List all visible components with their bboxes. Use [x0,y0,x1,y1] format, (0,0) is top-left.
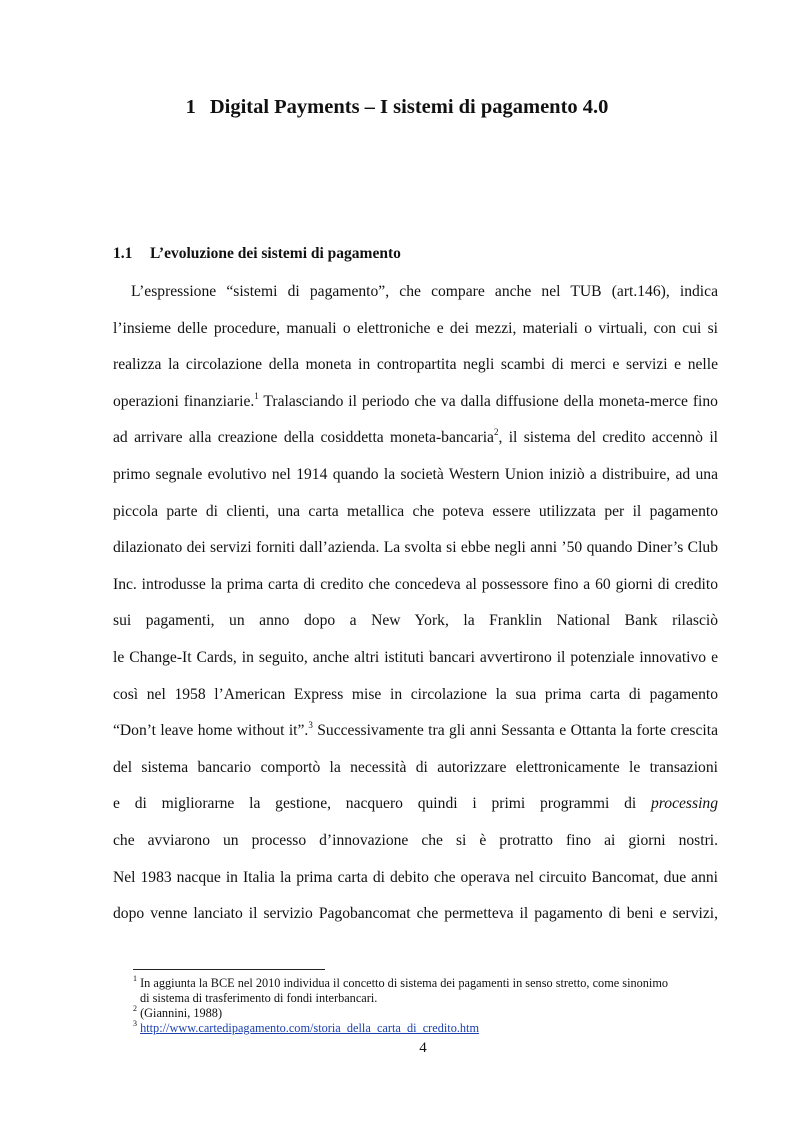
body-line: L’espressione “sistemi di pagamento”, che compare anche nel TUB (art.146), indica [131,283,718,300]
footnote-2: $^2$ (Giannini, 1988) [133,1003,223,1020]
body-line: del sistema bancario comportò la necessità di autorizzare elettronicamente le transazioni [113,758,718,776]
chapter-number: 1 [185,96,196,118]
body-line: sui pagamenti, un anno dopo a New York, la Franklin National Bank rilasciò [113,612,718,630]
footnote-ref-1[interactable]: 1 [254,390,259,401]
footnotes [133,973,723,1036]
body-line: dopo venne lanciato il servizio Pagobancomat che permetteva il pagamento di beni e servizi, [113,905,718,923]
body-line: “Don’t leave home without it”.$^3$ Successivamente tra gli anni Sessanta e Ottanta la forte crescita [113,719,718,740]
footnote-ref-2[interactable]: 2 [493,427,499,438]
footnote-divider [133,969,325,970]
section-number: 1.1 [113,245,133,262]
body-paragraph [113,280,718,939]
body-line: Nel 1983 nacque in Italia la prima carta di debito che operava nel circuito Bancomat, due anni [113,868,718,886]
body-line: Inc. introdusse la prima carta di credito che concedeva al possessore fino a 60 giorni di credito [113,575,718,593]
body-line: le Change-It Cards, in seguito, anche altri istituti bancari avvertirono il potenziale innovativo e [113,648,718,666]
body-line: primo segnale evolutivo nel 1914 quando la società Western Union iniziò a distribuire, ad una [113,465,718,483]
body-line: piccola parte di clienti, una carta metallica che poteva essere utilizzata per il pagamento [113,502,718,520]
chapter-title [0,96,794,119]
page-number: 4 [419,1040,427,1056]
body-line: operazioni finanziarie.$^1$ Tralasciando il periodo che va dalla diffusione della moneta-merce fino [113,390,718,410]
body-line: così nel 1958 l’American Express mise in circolazione la sua prima carta di pagamento [113,685,718,703]
body-line: che avviarono un processo d’innovazione che si è protratto fino ai giorni nostri. [113,831,718,849]
body-line: realizza la circolazione della moneta in contropartita negli scambi di merci e servizi e nelle [113,356,718,374]
italic-term: processing [651,795,718,813]
section-title [113,245,401,263]
footnote-ref-3[interactable]: 3 [308,719,313,730]
body-line: l’insieme delle procedure, manuali o elettroniche e dei mezzi, materiali o virtuali, con cui si [113,319,718,337]
body-line: dilazionato dei servizi forniti dall’azienda. La svolta si ebbe negli anni ’50 quando Diner’s Club [113,539,718,557]
footnote-3-link[interactable]: http://www.cartedipagamento.com/storia_della_carta_di_credito.htm [140,1021,480,1035]
body-line: e di migliorarne la gestione, nacquero quindi i primi programmi di processing [113,795,718,813]
body-line: ad arrivare alla creazione della cosiddetta moneta-bancaria$^2$, il sistema del credito accennò il [113,427,718,447]
footnote-1-continuation: di sistema di trasferimento di fondi interbancari. [140,991,378,1005]
chapter-title-text: Digital Payments – I sistemi di pagamento 4.0 [209,96,609,118]
section-title-text: L’evoluzione dei sistemi di pagamento [150,245,401,262]
footnote-3: $^3$ http://www.cartedipagamento.com/storia_della_carta_di_credito.htm [133,1018,480,1035]
footnote-1: $^1$ In aggiunta la BCE nel 2010 individua il concetto di sistema dei pagamenti in senso stretto, come sinonimo [133,973,669,990]
